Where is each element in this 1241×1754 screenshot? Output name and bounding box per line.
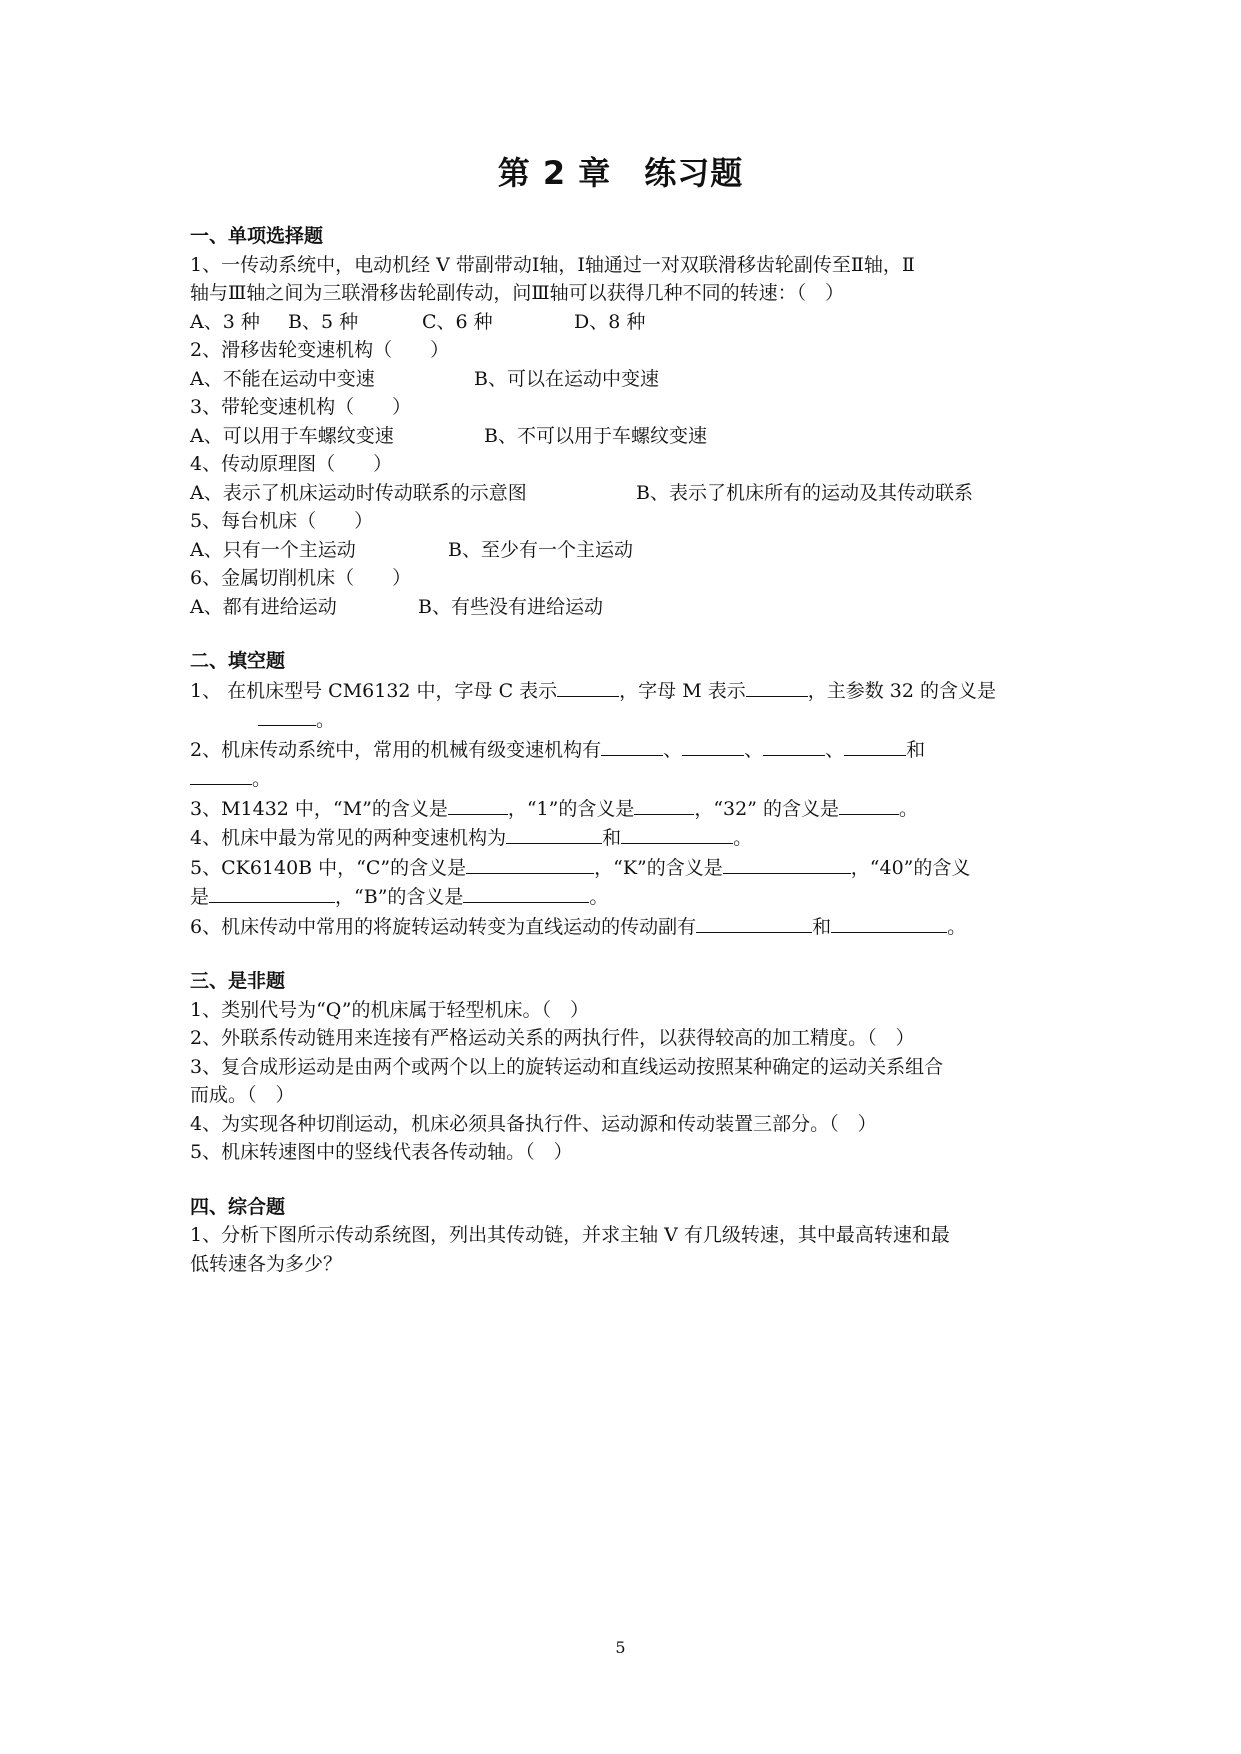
answer-blank[interactable] — [682, 735, 744, 756]
fb-q2-text-1: 2、机床传动系统中，常用的机械有级变速机构有 — [190, 738, 602, 761]
fb-q6-text-3: 。 — [947, 915, 967, 938]
sc-q5: 5、每台机床（ ） — [190, 510, 374, 532]
answer-blank[interactable] — [763, 735, 825, 756]
fb-q3-text-4: 。 — [899, 797, 919, 820]
fb-q1-line2 — [190, 705, 1060, 735]
sc-q4-options — [190, 479, 1060, 508]
sc-q5-option-b: B、至少有一个主运动 — [448, 538, 633, 561]
cq-q1-line2: 低转速各为多少？ — [190, 1252, 343, 1275]
page-title: 第 2 章 练习题 — [497, 154, 744, 192]
fb-q3-text-1: 3、M1432 中，“M”的含义是 — [190, 797, 448, 820]
sc-q4-option-a: A、表示了机床运动时传动联系的示意图 — [190, 481, 527, 504]
fb-q4-text-1: 4、机床中最为常见的两种变速机构为 — [190, 827, 507, 849]
tf-q5: 5、机床转速图中的竖线代表各传动轴。（ ） — [190, 1141, 573, 1163]
fb-q2-and: 和 — [906, 738, 926, 761]
fb-q5-line2 — [190, 882, 1060, 912]
sc-q3-option-b: B、不可以用于车螺纹变速 — [484, 424, 707, 447]
fb-q1-line1 — [190, 676, 1060, 706]
fb-q1-text-3: ，主参数 32 的含义是 — [807, 679, 996, 702]
sc-q1-option-a: A、3 种 — [190, 310, 260, 333]
fb-q5-text-2: ，“K”的含义是 — [594, 856, 723, 879]
sc-q2-option-a: A、不能在运动中变速 — [190, 367, 375, 390]
sc-q1-line1: 1、一传动系统中，电动机经 V 带副带动Ⅰ轴，Ⅰ轴通过一对双联滑移齿轮副传至Ⅱ轴，Ⅱ — [190, 253, 915, 276]
fb-q1-text-2: ，字母 M 表示 — [619, 679, 746, 702]
single-choice-heading: 一、单项选择题 — [190, 225, 324, 247]
sc-q3-option-a: A、可以用于车螺纹变速 — [190, 424, 394, 447]
sc-q3-options — [190, 422, 1060, 451]
fb-q3 — [190, 794, 1060, 824]
sc-q2: 2、滑移齿轮变速机构（ ） — [190, 339, 450, 361]
comprehensive-heading: 四、综合题 — [190, 1195, 286, 1218]
sc-q5-option-a: A、只有一个主运动 — [190, 538, 356, 561]
fb-q2-line1 — [190, 735, 1060, 765]
fb-q5-line1 — [190, 853, 1060, 883]
sc-q4-option-b: B、表示了机床所有的运动及其传动联系 — [636, 481, 973, 504]
answer-blank[interactable] — [557, 676, 619, 697]
fb-q5-text-4: 是 — [190, 886, 210, 908]
answer-blank[interactable] — [696, 912, 812, 933]
fb-q6-text-1: 6、机床传动中常用的将旋转运动转变为直线运动的传动副有 — [190, 915, 697, 938]
fb-q2-separator: 、 — [663, 738, 683, 761]
sc-q6: 6、金属切削机床（ ） — [190, 567, 412, 589]
fb-q4-text-2: 和 — [602, 827, 622, 849]
fb-q2-line2 — [190, 764, 1060, 794]
sc-q3: 3、带轮变速机构（ ） — [190, 396, 412, 418]
sc-q6-option-b: B、有些没有进给运动 — [418, 595, 603, 618]
answer-blank[interactable] — [831, 912, 947, 933]
fb-q5-text-6: 。 — [589, 886, 609, 908]
answer-blank[interactable] — [723, 853, 851, 874]
sc-q1-line2: 轴与Ⅲ轴之间为三联滑移齿轮副传动，问Ⅲ轴可以获得几种不同的转速：（ ） — [190, 282, 845, 304]
sc-q4: 4、传动原理图（ ） — [190, 453, 393, 475]
answer-blank[interactable] — [844, 735, 906, 756]
sc-q1-option-c: C、6 种 — [422, 310, 493, 333]
sc-q6-option-a: A、都有进给运动 — [190, 595, 337, 618]
fb-q5-text-5: ，“B”的含义是 — [335, 886, 464, 908]
tf-q1: 1、类别代号为“Q”的机床属于轻型机床。（ ） — [190, 998, 589, 1021]
answer-blank[interactable] — [839, 794, 899, 815]
fb-q6-text-2: 和 — [812, 915, 832, 938]
answer-blank[interactable] — [258, 705, 316, 726]
sc-q1-option-b: B、5 种 — [288, 310, 359, 333]
fb-q3-text-2: ，“1”的含义是 — [507, 797, 635, 820]
sc-q2-option-b: B、可以在运动中变速 — [474, 367, 659, 390]
fb-q4-text-3: 。 — [733, 827, 753, 849]
tf-q3-line1: 3、复合成形运动是由两个或两个以上的旋转运动和直线运动按照某种确定的运动关系组合 — [190, 1055, 944, 1078]
fb-q5-text-1: 5、CK6140B 中，“C”的含义是 — [190, 856, 467, 879]
fb-q2-separator: 、 — [825, 738, 845, 761]
answer-blank[interactable] — [448, 794, 508, 815]
sc-q5-options — [190, 536, 1060, 565]
answer-blank[interactable] — [466, 853, 594, 874]
answer-blank[interactable] — [209, 882, 335, 903]
fb-q5-text-3: ，“40”的含义 — [850, 856, 971, 879]
page-number: 5 — [615, 1638, 626, 1657]
fb-q4 — [190, 823, 1060, 853]
answer-blank[interactable] — [463, 882, 589, 903]
sc-q1-options — [190, 308, 1060, 337]
sc-q6-options — [190, 593, 1060, 622]
fb-q2-end: 。 — [252, 768, 272, 790]
true-false-heading: 三、是非题 — [190, 970, 286, 992]
fb-q3-text-3: ，“32” 的含义是 — [694, 797, 839, 820]
answer-blank[interactable] — [746, 676, 808, 697]
exercise-content — [190, 222, 1060, 1278]
answer-blank[interactable] — [621, 823, 733, 844]
answer-blank[interactable] — [634, 794, 694, 815]
fill-blank-heading: 二、填空题 — [190, 650, 286, 672]
fb-q1-text-1: 1、 在机床型号 CM6132 中，字母 C 表示 — [190, 679, 558, 702]
sc-q2-options — [190, 365, 1060, 394]
answer-blank[interactable] — [506, 823, 602, 844]
tf-q3-line2: 而成。（ ） — [190, 1084, 295, 1106]
sc-q1-option-d: D、8 种 — [574, 310, 646, 333]
tf-q2: 2、外联系传动链用来连接有严格运动关系的两执行件，以获得较高的加工精度。（ ） — [190, 1027, 915, 1049]
fb-q2-separator: 、 — [744, 738, 764, 761]
fb-q1-text-4: 。 — [316, 709, 336, 731]
cq-q1-line1: 1、分析下图所示传动系统图，列出其传动链，并求主轴 V 有几级转速，其中最高转速和最 — [190, 1224, 950, 1246]
answer-blank[interactable] — [190, 764, 252, 785]
fb-q6 — [190, 912, 1060, 942]
tf-q4: 4、为实现各种切削运动，机床必须具备执行件、运动源和传动装置三部分。（ ） — [190, 1112, 877, 1135]
answer-blank[interactable] — [601, 735, 663, 756]
